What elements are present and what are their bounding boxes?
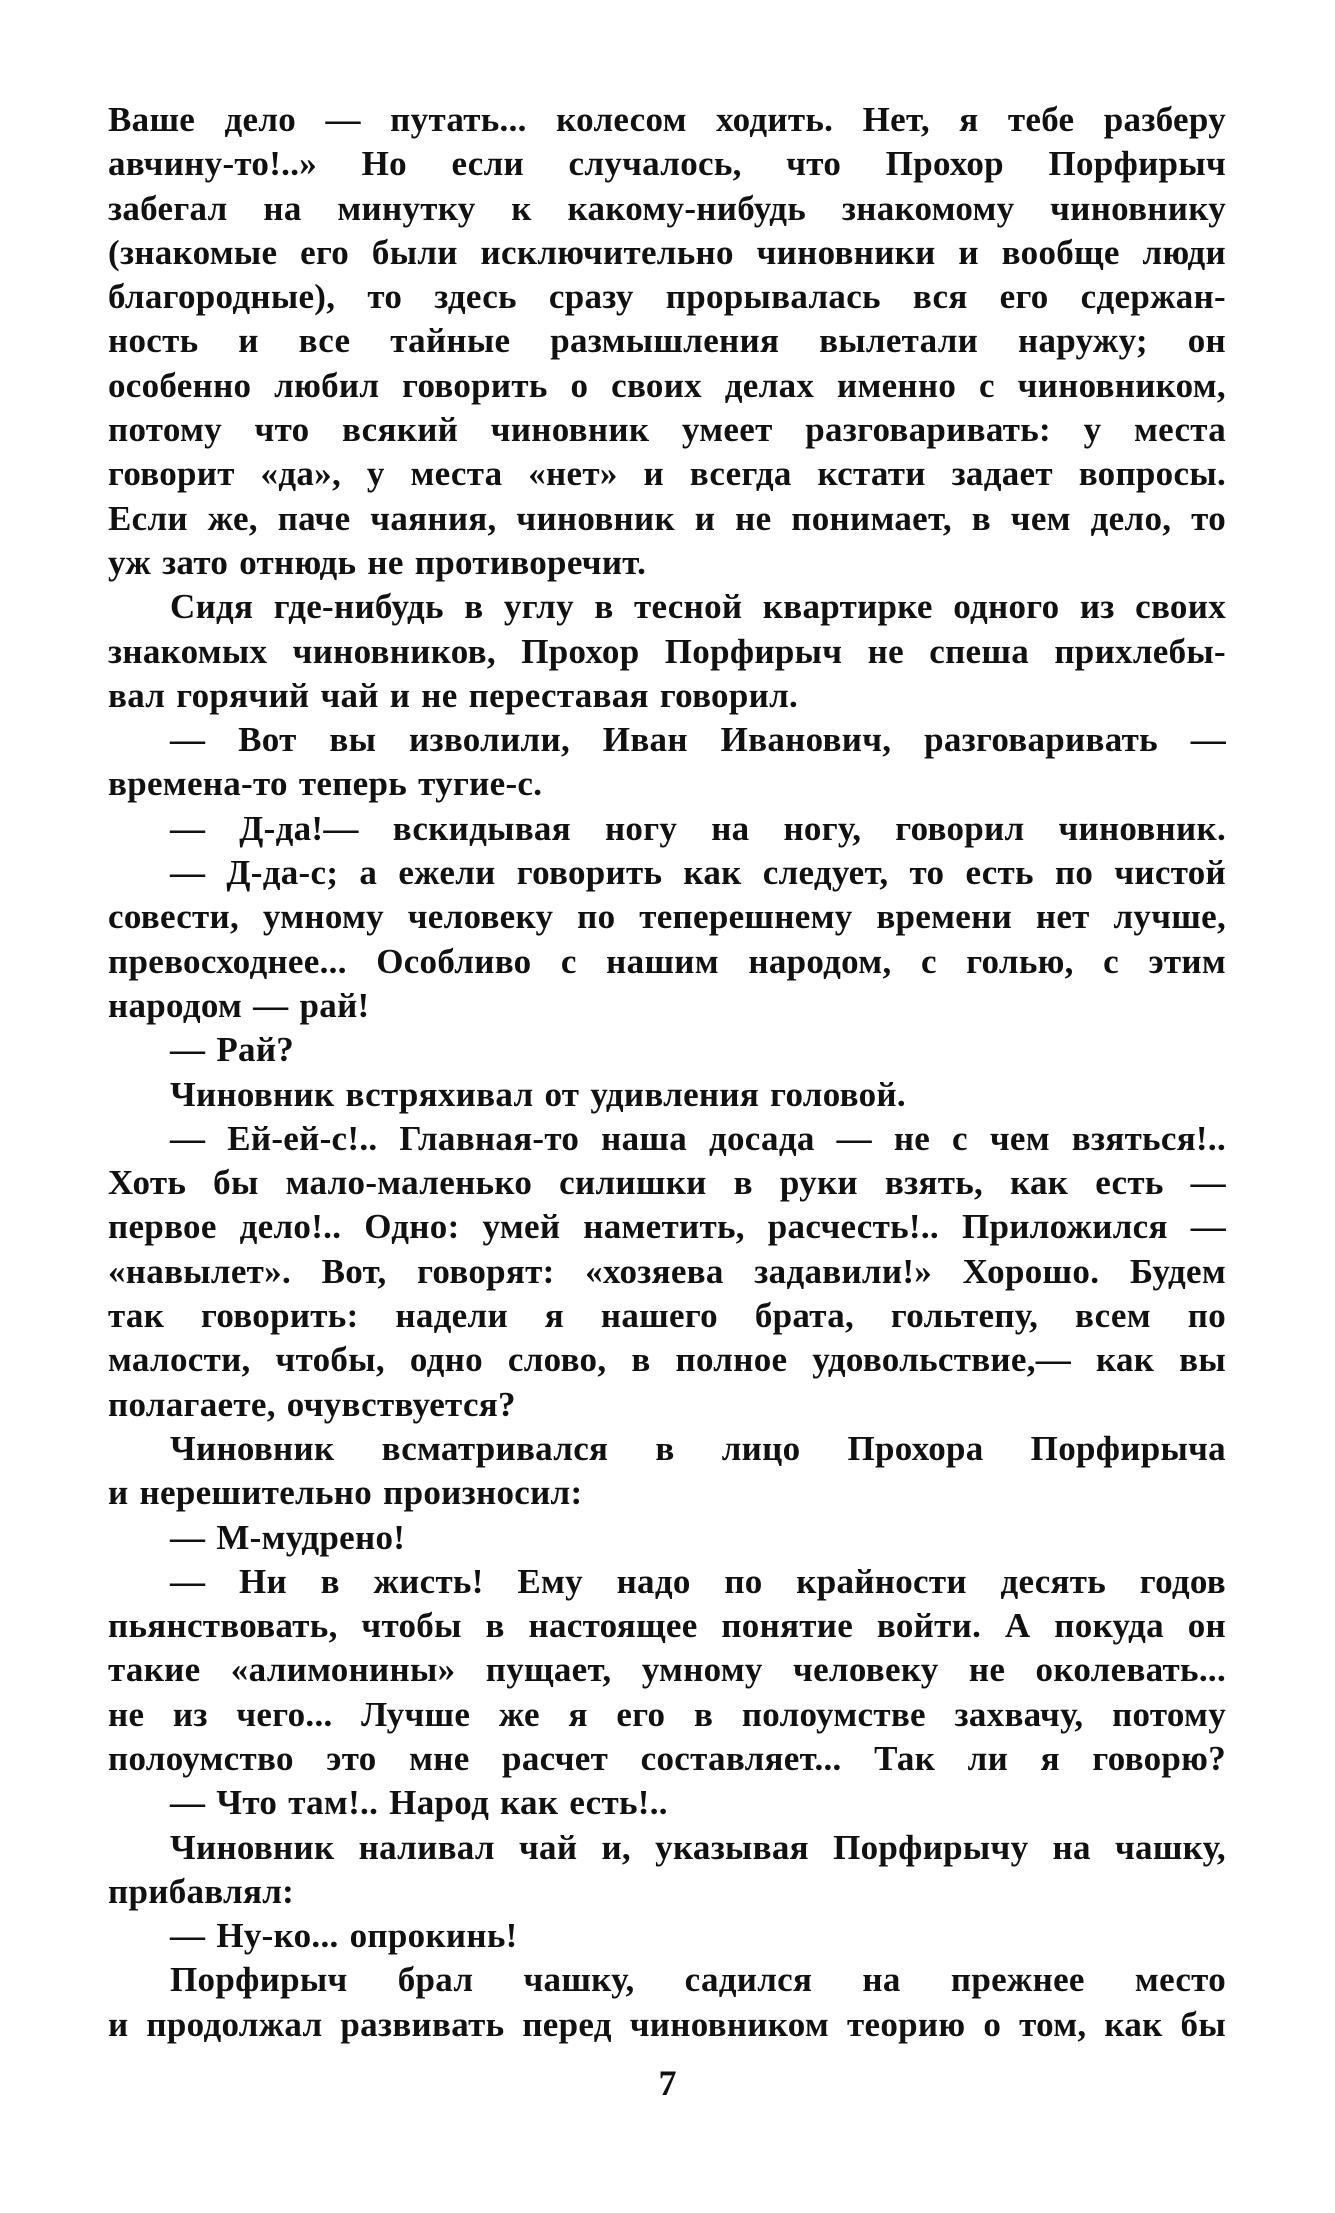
text-line: вал горячий чай и не переставая говорил. <box>108 675 799 715</box>
text-line: — Ей-ей-с!.. Главная-то наша досада — не с чем взяться!.. <box>170 1118 1226 1158</box>
text-line: уж зато отнюдь не противоречит. <box>108 542 647 582</box>
text-line: не из чего... Лучше же я его в полоумстве захвачу, потому <box>108 1694 1226 1734</box>
text-line: народом — рай! <box>108 985 370 1025</box>
text-line: потому что всякий чиновник умеет разговаривать: у места <box>108 410 1226 450</box>
text-line: такие «алимонины» пущает, умному человеку не околевать... <box>108 1650 1226 1690</box>
text-line: — Вот вы изволили, Иван Иванович, разговаривать — <box>170 720 1226 760</box>
text-line: — М-мудрено! <box>170 1517 406 1557</box>
text-line: ность и все тайные размышления вылетали наружу; он <box>108 321 1226 361</box>
text-line: авчину-то!..» Но если случалось, что Прохор Порфирыч <box>108 144 1226 184</box>
text-line: «навылет». Вот, говорят: «хозяева задавили!» Хорошо. Будем <box>108 1251 1226 1291</box>
text-line: Если же, паче чаяния, чиновник и не понимает, в чем дело, то <box>108 498 1226 538</box>
text-line: — Д-да!— вскидывая ногу на ногу, говорил чиновник. <box>170 808 1226 848</box>
text-line: — Рай? <box>170 1030 295 1070</box>
text-line: — Ни в жисть! Ему надо по крайности десять годов <box>170 1561 1226 1601</box>
text-line: Чиновник всматривался в лицо Прохора Порфирыча <box>170 1428 1226 1468</box>
text-line: времена-то теперь тугие-с. <box>108 764 543 804</box>
text-line: Чиновник встряхивал от удивления головой. <box>170 1074 906 1114</box>
text-line: полоумство это мне расчет составляет... Так ли я говорю? <box>108 1738 1226 1778</box>
text-line: особенно любил говорить о своих делах именно с чиновником, <box>108 365 1226 405</box>
text-line: знакомых чиновников, Прохор Порфирыч не спеша прихлебы- <box>108 631 1226 671</box>
text-line: пьянствовать, чтобы в настоящее понятие войти. А покуда он <box>108 1606 1226 1646</box>
text-line: и продолжал развивать перед чиновником теорию о том, как бы <box>108 2004 1226 2044</box>
text-line: превосходнее... Особливо с нашим народом, с голью, с этим <box>108 941 1226 981</box>
text-line: так говорить: надели я нашего брата, гольтепу, всем по <box>108 1296 1226 1336</box>
text-line: полагаете, очувствуется? <box>108 1384 516 1424</box>
text-line: забегал на минутку к какому-нибудь знакомому чиновнику <box>108 188 1226 228</box>
text-line: благородные), то здесь сразу прорывалась вся его сдержан- <box>108 277 1226 317</box>
text-line: — Что там!.. Народ как есть!.. <box>170 1783 668 1823</box>
text-line: Ваше дело — путать... колесом ходить. Нет, я тебе разберу <box>108 100 1226 139</box>
text-line: совести, умному человеку по теперешнему времени нет лучше, <box>108 897 1226 937</box>
text-line: Сидя где-нибудь в углу в тесной квартирке одного из своих <box>170 587 1226 627</box>
text-line: Чиновник наливал чай и, указывая Порфирычу на чашку, <box>170 1827 1226 1867</box>
text-line: — Д-да-с; а ежели говорить как следует, то есть по чистой <box>170 853 1226 893</box>
text-line: первое дело!.. Одно: умей наметить, расчесть!.. Приложился — <box>108 1207 1226 1247</box>
text-line: Порфирыч брал чашку, садился на прежнее место <box>170 1960 1226 2000</box>
text-line: — Ну-ко... опрокинь! <box>170 1916 518 1956</box>
body-text <box>108 98 1226 2047</box>
page-number: 7 <box>658 2063 677 2103</box>
text-line: (знакомые его были исключительно чиновники и вообще люди <box>108 232 1226 272</box>
text-line: малости, чтобы, одно слово, в полное удовольствие,— как вы <box>108 1340 1226 1380</box>
text-line: прибавлял: <box>108 1871 295 1911</box>
text-line: Хоть бы мало-маленько силишки в руки взять, как есть — <box>108 1163 1226 1203</box>
text-line: говорит «да», у места «нет» и всегда кстати задает вопросы. <box>108 454 1226 494</box>
text-line: и нерешительно произносил: <box>108 1473 583 1513</box>
